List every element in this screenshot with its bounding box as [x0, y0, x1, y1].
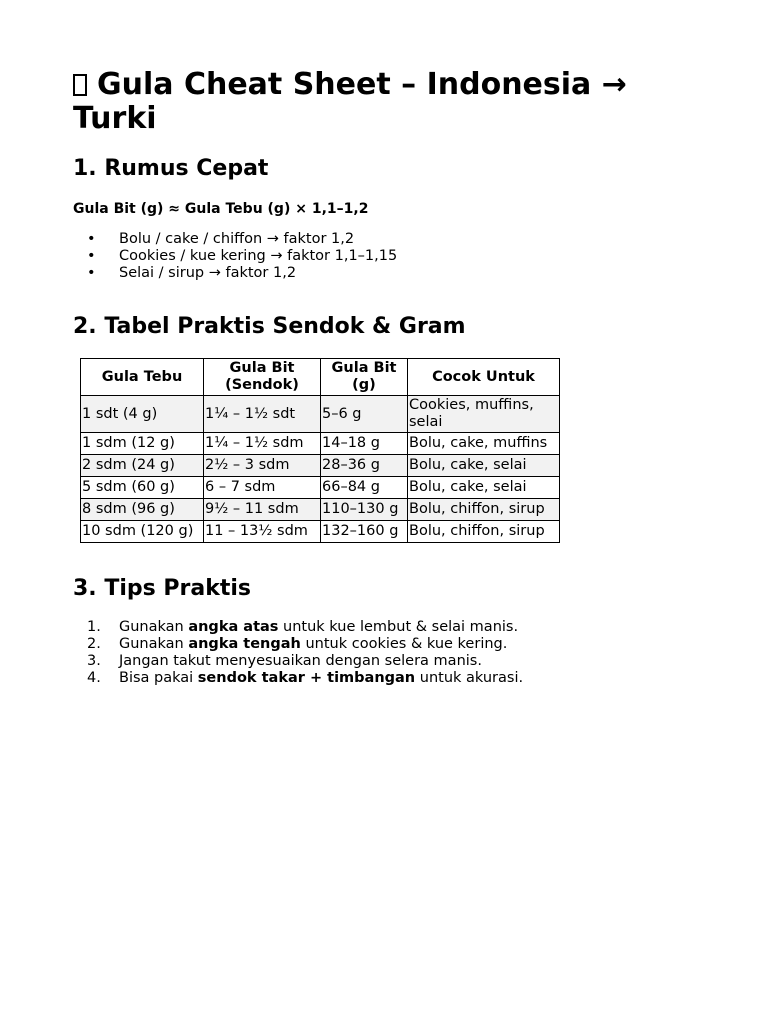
- table-row: [81, 396, 560, 433]
- table-cell: Bolu, cake, muffins: [408, 433, 560, 455]
- table-cell: 6 – 7 sdm: [204, 477, 321, 499]
- table-cell: 2 sdm (24 g): [81, 455, 204, 477]
- formula-text: Gula Bit (g) ≈ Gula Tebu (g) × 1,1–1,2: [73, 201, 369, 217]
- table-row: [81, 477, 560, 499]
- table-cell: 1 sdm (12 g): [81, 433, 204, 455]
- table-cell: 66–84 g: [321, 477, 408, 499]
- bullet-icon: •: [87, 231, 96, 247]
- column-header: Gula Bit (g): [321, 359, 408, 396]
- table-cell: 5 sdm (60 g): [81, 477, 204, 499]
- bullet-icon: •: [87, 265, 96, 281]
- list-item: 3. Jangan takut menyesuaikan dengan selera manis.: [87, 653, 482, 669]
- section-heading-rumus: 1. Rumus Cepat: [73, 156, 269, 181]
- section-heading-tips: 3. Tips Praktis: [73, 576, 251, 601]
- tips-list: [73, 619, 523, 687]
- table-row: [81, 521, 560, 543]
- table-cell: 10 sdm (120 g): [81, 521, 204, 543]
- page-title: [73, 68, 693, 136]
- table-row: [81, 455, 560, 477]
- bullet-list: [73, 231, 397, 282]
- section-heading-tabel: 2. Tabel Praktis Sendok & Gram: [73, 314, 466, 339]
- list-item: 1. Gunakan angka atas untuk kue lembut & selai manis.: [87, 619, 519, 635]
- table-cell: Cookies, muffins, selai: [408, 396, 560, 433]
- table-cell: 14–18 g: [321, 433, 408, 455]
- list-item: • Bolu / cake / chiffon → faktor 1,2: [87, 231, 355, 247]
- bullet-icon: •: [87, 248, 96, 264]
- table-cell: 1 sdt (4 g): [81, 396, 204, 433]
- table-cell: Bolu, chiffon, sirup: [408, 499, 560, 521]
- table-cell: 1¼ – 1½ sdt: [204, 396, 321, 433]
- table-row: [81, 433, 560, 455]
- table-cell: 11 – 13½ sdm: [204, 521, 321, 543]
- table-cell: 1¼ – 1½ sdm: [204, 433, 321, 455]
- table-cell: Bolu, chiffon, sirup: [408, 521, 560, 543]
- list-item: • Selai / sirup → faktor 1,2: [87, 265, 297, 281]
- table-cell: 132–160 g: [321, 521, 408, 543]
- conversion-table: [80, 358, 560, 543]
- column-header: Gula Tebu: [81, 359, 204, 396]
- list-item: • Cookies / kue kering → faktor 1,1–1,15: [87, 248, 398, 264]
- page-title-text: Gula Cheat Sheet – Indonesia → Turki: [73, 67, 627, 136]
- list-item: 4. Bisa pakai sendok takar + timbangan untuk akurasi.: [87, 670, 524, 686]
- table-cell: 28–36 g: [321, 455, 408, 477]
- table-cell: 8 sdm (96 g): [81, 499, 204, 521]
- table-row: [81, 499, 560, 521]
- table-cell: 9½ – 11 sdm: [204, 499, 321, 521]
- table-cell: Bolu, cake, selai: [408, 477, 560, 499]
- table-cell: 2½ – 3 sdm: [204, 455, 321, 477]
- table-cell: 110–130 g: [321, 499, 408, 521]
- list-item: 2. Gunakan angka tengah untuk cookies & kue kering.: [87, 636, 508, 652]
- column-header: Gula Bit (Sendok): [204, 359, 321, 396]
- column-header: Cocok Untuk: [408, 359, 560, 396]
- table-cell: Bolu, cake, selai: [408, 455, 560, 477]
- table-header-row: [81, 359, 560, 396]
- missing-glyph-icon: [73, 74, 87, 96]
- table-cell: 5–6 g: [321, 396, 408, 433]
